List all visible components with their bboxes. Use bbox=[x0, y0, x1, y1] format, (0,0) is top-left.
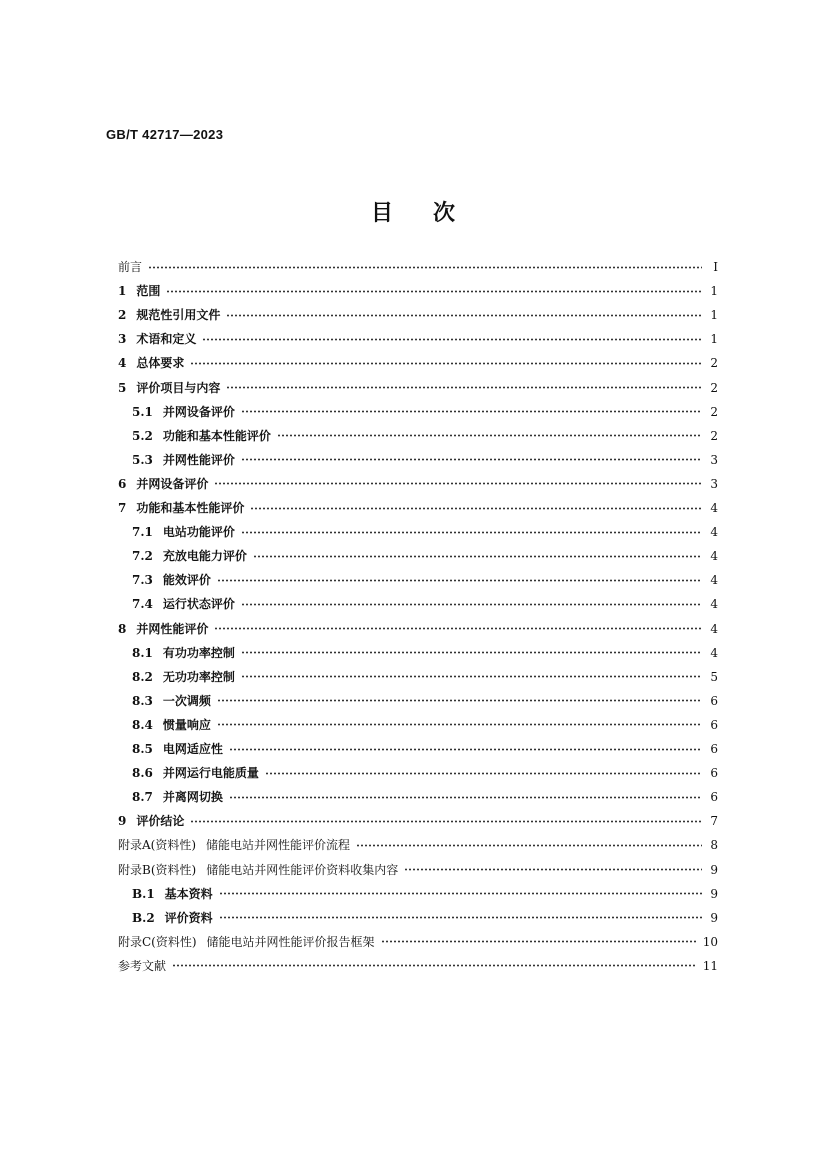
toc-leader-dots bbox=[148, 266, 702, 269]
toc-entry[interactable] bbox=[118, 474, 718, 494]
toc-entry[interactable] bbox=[132, 402, 718, 422]
toc-entry[interactable] bbox=[118, 378, 718, 398]
toc-entry-number: 2 bbox=[118, 308, 127, 323]
toc-entry-page: 5 bbox=[710, 669, 718, 684]
toc-leader-dots bbox=[190, 820, 702, 823]
toc-entry[interactable] bbox=[132, 691, 718, 711]
toc-entry[interactable] bbox=[118, 860, 718, 880]
toc-entry-page: 6 bbox=[710, 717, 718, 732]
toc-entry-page: 9 bbox=[710, 862, 718, 877]
toc-entry-number: 8.5 bbox=[132, 742, 153, 756]
toc-leader-dots bbox=[190, 362, 702, 365]
toc-entry-label: 充放电能力评价 bbox=[162, 549, 247, 564]
toc-leader-dots bbox=[277, 434, 702, 437]
toc-entry-page: 6 bbox=[710, 790, 718, 805]
toc-entry-label: 术语和定义 bbox=[136, 332, 197, 347]
toc-entry-page: 2 bbox=[710, 428, 718, 443]
toc-leader-dots bbox=[219, 892, 702, 895]
toc-entry-number: 8.7 bbox=[132, 790, 153, 805]
toc-entry[interactable] bbox=[118, 257, 718, 277]
toc-entry[interactable] bbox=[132, 594, 718, 614]
toc-entry-number: 3 bbox=[118, 332, 127, 347]
toc-entry-page: 11 bbox=[702, 958, 718, 973]
toc-entry-page: 9 bbox=[710, 910, 718, 925]
toc-entry[interactable] bbox=[118, 835, 718, 855]
toc-entry[interactable] bbox=[118, 811, 718, 831]
toc-entry-number: 7 bbox=[118, 501, 127, 515]
toc-entry[interactable] bbox=[118, 956, 718, 976]
toc-entry[interactable] bbox=[132, 667, 718, 687]
toc-entry-page: 6 bbox=[710, 766, 718, 781]
toc-leader-dots bbox=[229, 796, 702, 799]
toc-entry-page: 3 bbox=[710, 452, 718, 467]
toc-entry-label: 储能电站并网性能评价报告框架 bbox=[206, 934, 375, 949]
toc-leader-dots bbox=[226, 314, 702, 317]
toc-entry-label: 储能电站并网性能评价资料收集内容 bbox=[206, 862, 399, 877]
toc-entry-number: 8.3 bbox=[132, 693, 153, 708]
toc-entry-number: 8.4 bbox=[132, 717, 153, 732]
toc-leader-dots bbox=[219, 916, 702, 919]
toc-entry-label: 并网设备评价 bbox=[162, 404, 235, 419]
toc-entry-label: 有功功率控制 bbox=[162, 645, 235, 660]
toc-entry-number: B.1 bbox=[132, 886, 155, 901]
toc-leader-dots bbox=[217, 579, 702, 582]
toc-entry-page: 2 bbox=[710, 356, 718, 371]
toc-leader-dots bbox=[214, 627, 702, 630]
toc-entry-page: 8 bbox=[710, 838, 718, 853]
toc-leader-dots bbox=[241, 651, 702, 654]
toc-entry-label: 参考文献 bbox=[118, 958, 167, 973]
toc-entry-label: 总体要求 bbox=[136, 356, 185, 371]
toc-entry-label: 能效评价 bbox=[162, 573, 211, 588]
toc-entry[interactable] bbox=[118, 619, 718, 639]
toc-entry-number: 附录C(资料性) bbox=[118, 934, 197, 949]
toc-leader-dots bbox=[404, 868, 702, 871]
toc-entry-label: 前言 bbox=[118, 260, 143, 274]
toc-entry-page: 10 bbox=[702, 934, 718, 949]
toc-entry[interactable] bbox=[132, 787, 718, 807]
toc-entry-page: 9 bbox=[710, 886, 718, 901]
toc-entry-number: 7.3 bbox=[132, 573, 153, 588]
toc-entry-label: 范围 bbox=[136, 284, 161, 299]
toc-entry-page: 4 bbox=[710, 573, 718, 588]
toc-entry-page: 6 bbox=[710, 693, 718, 708]
toc-entry[interactable] bbox=[132, 884, 718, 904]
toc-entry-number: 9 bbox=[118, 814, 127, 829]
toc-entry-label: 并网性能评价 bbox=[136, 621, 209, 636]
toc-entry-number: 附录B(资料性) bbox=[118, 862, 197, 877]
toc-entry-label: 无功功率控制 bbox=[162, 669, 235, 684]
toc-entry-number: 5.3 bbox=[132, 452, 153, 467]
toc-entry[interactable] bbox=[132, 908, 718, 928]
toc-leader-dots bbox=[202, 338, 702, 341]
toc-entry-label: 并离网切换 bbox=[162, 790, 223, 805]
toc-entry-number: 7.4 bbox=[132, 597, 153, 612]
toc-entry-page: 6 bbox=[710, 742, 718, 756]
toc-leader-dots bbox=[253, 555, 702, 558]
toc-entry-label: 储能电站并网性能评价流程 bbox=[206, 838, 351, 853]
toc-entry[interactable] bbox=[132, 739, 718, 759]
toc-entry[interactable] bbox=[118, 932, 718, 952]
toc-entry[interactable] bbox=[132, 546, 718, 566]
toc-entry-page: 7 bbox=[710, 814, 718, 829]
toc-leader-dots bbox=[241, 531, 702, 534]
toc-entry[interactable] bbox=[132, 715, 718, 735]
toc-leader-dots bbox=[265, 772, 702, 775]
toc-entry-label: 电网适应性 bbox=[162, 742, 223, 756]
toc-entry[interactable] bbox=[118, 353, 718, 373]
toc-entry-number: 8.2 bbox=[132, 669, 153, 684]
toc-entry-number: 5.2 bbox=[132, 428, 153, 443]
standard-code: GB/T 42717—2023 bbox=[106, 127, 224, 142]
toc-entry-page: 2 bbox=[710, 380, 718, 395]
toc-entry[interactable] bbox=[118, 498, 718, 518]
toc-leader-dots bbox=[356, 844, 702, 847]
toc-entry-label: 惯量响应 bbox=[162, 717, 211, 732]
toc-entry-label: 基本资料 bbox=[164, 886, 213, 901]
toc-entry-label: 评价资料 bbox=[164, 910, 213, 925]
toc-leader-dots bbox=[226, 386, 702, 389]
toc-entry-page: 2 bbox=[710, 404, 718, 419]
toc-entry-number: 5.1 bbox=[132, 404, 153, 419]
toc-leader-dots bbox=[241, 458, 702, 461]
toc-leader-dots bbox=[166, 290, 702, 293]
toc-entry-label: 功能和基本性能评价 bbox=[162, 428, 271, 443]
toc-leader-dots bbox=[229, 748, 702, 751]
toc-entry-label: 运行状态评价 bbox=[162, 597, 235, 612]
toc-entry-page: Ⅰ bbox=[713, 260, 718, 274]
toc-entry[interactable] bbox=[118, 305, 718, 325]
toc-title: 目次 bbox=[370, 200, 495, 226]
toc-leader-dots bbox=[250, 507, 702, 510]
toc-entry-label: 并网运行电能质量 bbox=[162, 766, 259, 781]
toc-entry-number: 附录A(资料性) bbox=[118, 838, 197, 853]
toc-leader-dots bbox=[241, 603, 702, 606]
toc-leader-dots bbox=[172, 964, 697, 967]
toc-entry[interactable] bbox=[118, 281, 718, 301]
toc-entry-number: 8.1 bbox=[132, 645, 153, 660]
toc-entry-page: 4 bbox=[710, 549, 718, 564]
toc-entry-number: 7.1 bbox=[132, 525, 153, 540]
toc-entry-number: 7.2 bbox=[132, 549, 153, 564]
toc-entry-page: 4 bbox=[710, 525, 718, 540]
toc-entry-page: 1 bbox=[710, 308, 718, 323]
toc-entry-page: 4 bbox=[710, 501, 718, 515]
toc-entry-label: 并网性能评价 bbox=[162, 452, 235, 467]
toc-entry-page: 1 bbox=[710, 332, 718, 347]
toc-entry[interactable] bbox=[132, 763, 718, 783]
toc-leader-dots bbox=[217, 699, 702, 702]
toc-leader-dots bbox=[214, 482, 702, 485]
toc-entry-number: 4 bbox=[118, 356, 127, 371]
toc-entry-number: 6 bbox=[118, 476, 127, 491]
toc-entry-number: 8.6 bbox=[132, 766, 153, 781]
toc-entry-label: 并网设备评价 bbox=[136, 476, 209, 491]
toc-entry-page: 4 bbox=[710, 621, 718, 636]
toc-entry[interactable] bbox=[132, 522, 718, 542]
toc-entry-page: 4 bbox=[710, 597, 718, 612]
toc-leader-dots bbox=[217, 723, 702, 726]
toc-entry-label: 功能和基本性能评价 bbox=[136, 501, 245, 515]
toc-entry-label: 规范性引用文件 bbox=[136, 308, 221, 323]
toc-leader-dots bbox=[241, 410, 702, 413]
toc-entry-label: 电站功能评价 bbox=[162, 525, 235, 540]
toc-entry-label: 评价项目与内容 bbox=[136, 380, 221, 395]
toc-entry-number: 8 bbox=[118, 621, 127, 636]
toc-entry-number: 5 bbox=[118, 380, 127, 395]
toc-entry-label: 评价结论 bbox=[136, 814, 185, 829]
toc-entry-number: B.2 bbox=[132, 910, 155, 925]
toc-entry[interactable] bbox=[132, 570, 718, 590]
toc-leader-dots bbox=[241, 675, 702, 678]
toc-entry[interactable] bbox=[132, 450, 718, 470]
toc-entry-number: 1 bbox=[118, 284, 127, 299]
toc-leader-dots bbox=[381, 940, 697, 943]
toc-entry[interactable] bbox=[132, 643, 718, 663]
toc-entry-page: 3 bbox=[710, 476, 718, 491]
toc-entry-page: 1 bbox=[710, 284, 718, 299]
toc-entry-label: 一次调频 bbox=[162, 693, 211, 708]
toc-entry-page: 4 bbox=[710, 645, 718, 660]
toc-entry[interactable] bbox=[132, 426, 718, 446]
toc-entry[interactable] bbox=[118, 329, 718, 349]
